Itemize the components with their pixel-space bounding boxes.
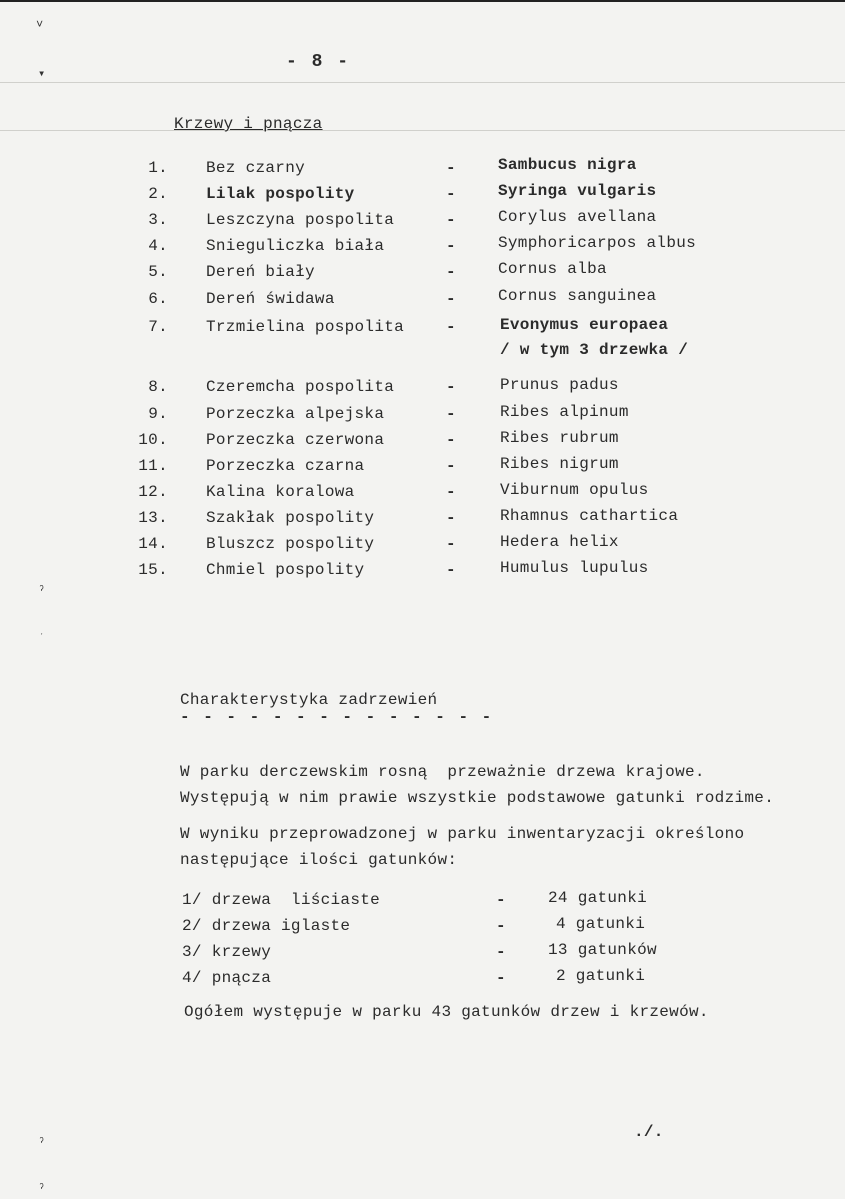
item-number: 12. (138, 483, 168, 501)
item-number: 7. (148, 318, 168, 336)
item-polish-name: Dereń biały (206, 263, 315, 281)
item-dash: - (446, 431, 456, 449)
item-polish-name: Porzeczka alpejska (206, 405, 385, 423)
item-latin-name: Hedera helix (500, 533, 619, 551)
item-dash: - (446, 211, 456, 229)
item-polish-name: Trzmielina pospolita (206, 318, 405, 336)
item-dash: - (446, 185, 456, 203)
margin-mark: ˑ (38, 630, 46, 644)
item-number: 13. (138, 509, 168, 527)
margin-mark: ˀ (38, 584, 46, 598)
item-dash: - (446, 561, 456, 579)
item-latin-name: Cornus alba (498, 260, 607, 278)
item-latin-name: Symphoricarpos albus (498, 234, 697, 252)
item-dash: - (446, 405, 456, 423)
section-heading-characteristics: Charakterystyka zadrzewień (180, 691, 438, 709)
item-latin-name: Humulus lupulus (500, 559, 649, 577)
item-dash: - (446, 263, 456, 281)
item-number: 9. (148, 405, 168, 423)
count-label: 1/ drzewa liściaste (182, 891, 381, 909)
margin-mark: ˀ (38, 1136, 46, 1150)
item-latin-name: Prunus padus (500, 376, 619, 394)
count-dash: - (496, 917, 506, 935)
item-latin-name: Cornus sanguinea (498, 287, 657, 305)
item-polish-name: Porzeczka czerwona (206, 431, 385, 449)
page-number: - 8 - (286, 52, 351, 72)
item-latin-name: Syringa vulgaris (498, 182, 657, 200)
item-latin-name: Ribes alpinum (500, 403, 629, 421)
item-dash: - (446, 159, 456, 177)
item-polish-name: Szakłak pospolity (206, 509, 375, 527)
item-dash: - (446, 378, 456, 396)
item-note: / w tym 3 drzewka / (500, 341, 689, 359)
section-heading-shrubs: Krzewy i pnącza (174, 115, 323, 133)
paragraph-line: Występują w nim prawie wszystkie podstawowe gatunki rodzime. (180, 789, 775, 807)
item-number: 11. (138, 457, 168, 475)
item-polish-name: Porzeczka czarna (206, 457, 365, 475)
item-dash: - (446, 509, 456, 527)
item-dash: - (446, 457, 456, 475)
paragraph-line: W parku derczewskim rosną przeważnie drzewa krajowe. (180, 763, 705, 781)
item-polish-name: Lilak pospolity (206, 185, 355, 203)
count-value: 24 gatunki (548, 889, 648, 907)
margin-mark: ˅ (36, 18, 44, 32)
item-number: 6. (148, 290, 168, 308)
item-dash: - (446, 483, 456, 501)
continuation-mark: ./. (634, 1123, 664, 1141)
count-label: 2/ drzewa iglaste (182, 917, 351, 935)
item-latin-name: Ribes rubrum (500, 429, 619, 447)
item-number: 1. (148, 159, 168, 177)
item-latin-name: Sambucus nigra (498, 156, 637, 174)
item-latin-name: Corylus avellana (498, 208, 657, 226)
heading-dash-underline: - - - - - - - - - - - - - - (180, 708, 494, 726)
item-number: 3. (148, 211, 168, 229)
item-number: 15. (138, 561, 168, 579)
count-label: 4/ pnącza (182, 969, 272, 987)
item-number: 2. (148, 185, 168, 203)
item-polish-name: Chmiel pospolity (206, 561, 365, 579)
item-number: 8. (148, 378, 168, 396)
item-latin-name: Evonymus europaea (500, 316, 669, 334)
count-value: 2 gatunki (556, 967, 646, 985)
margin-mark: ▾ (38, 67, 46, 81)
item-polish-name: Leszczyna pospolita (206, 211, 395, 229)
item-dash: - (446, 237, 456, 255)
count-value: 4 gatunki (556, 915, 646, 933)
item-polish-name: Bluszcz pospolity (206, 535, 375, 553)
item-polish-name: Snieguliczka biała (206, 237, 385, 255)
item-polish-name: Bez czarny (206, 159, 306, 177)
item-dash: - (446, 535, 456, 553)
item-polish-name: Kalina koralowa (206, 483, 355, 501)
item-dash: - (446, 290, 456, 308)
count-dash: - (496, 969, 506, 987)
item-number: 10. (138, 431, 168, 449)
margin-mark: ˀ (38, 1182, 46, 1196)
item-latin-name: Ribes nigrum (500, 455, 619, 473)
item-dash: - (446, 318, 456, 336)
item-latin-name: Viburnum opulus (500, 481, 649, 499)
item-number: 4. (148, 237, 168, 255)
count-dash: - (496, 891, 506, 909)
paragraph-line: W wyniku przeprowadzonej w parku inwentaryzacji określono (180, 825, 745, 843)
paragraph-line: następujące ilości gatunków: (180, 851, 458, 869)
item-polish-name: Dereń świdawa (206, 290, 335, 308)
item-number: 5. (148, 263, 168, 281)
item-latin-name: Rhamnus cathartica (500, 507, 679, 525)
total-summary: Ogółem występuje w parku 43 gatunków drzew i krzewów. (184, 1003, 709, 1021)
fold-line (0, 82, 845, 83)
fold-line (0, 130, 845, 131)
count-dash: - (496, 943, 506, 961)
count-value: 13 gatunków (548, 941, 657, 959)
item-polish-name: Czeremcha pospolita (206, 378, 395, 396)
item-number: 14. (138, 535, 168, 553)
count-label: 3/ krzewy (182, 943, 272, 961)
